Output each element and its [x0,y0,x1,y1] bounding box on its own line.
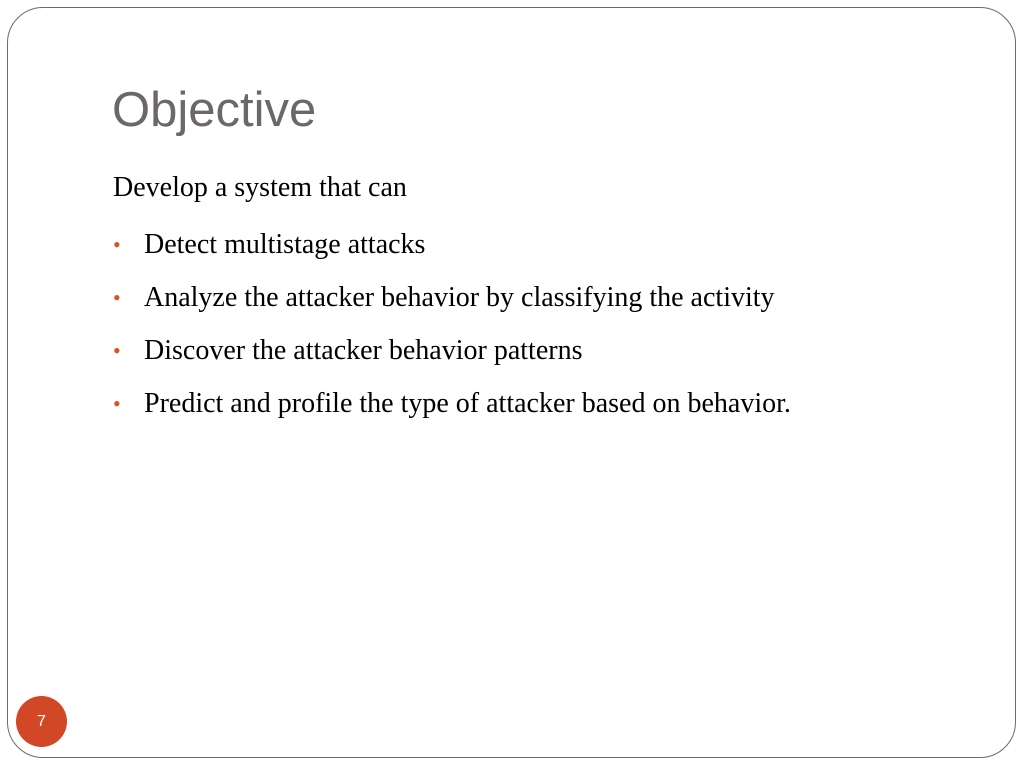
bullet-icon: • [113,338,121,363]
slide-number-badge: 7 [16,696,67,747]
bullet-text: Detect multistage attacks [144,229,426,260]
bullet-text: Analyze the attacker behavior by classifying the activity [144,282,775,313]
bullet-icon: • [113,391,121,416]
bullet-text: Predict and profile the type of attacker based on behavior. [144,388,791,419]
bullet-text: Discover the attacker behavior patterns [144,335,583,366]
bullet-list [113,227,993,422]
bullet-item [113,227,993,263]
bullet-item [113,280,993,316]
intro-text: Develop a system that can [113,172,407,203]
bullet-item [113,333,993,369]
bullet-item [113,386,993,422]
bullet-icon: • [113,285,121,310]
slide-body [113,170,993,439]
slide-title: Objective [112,83,317,137]
bullet-icon: • [113,232,121,257]
